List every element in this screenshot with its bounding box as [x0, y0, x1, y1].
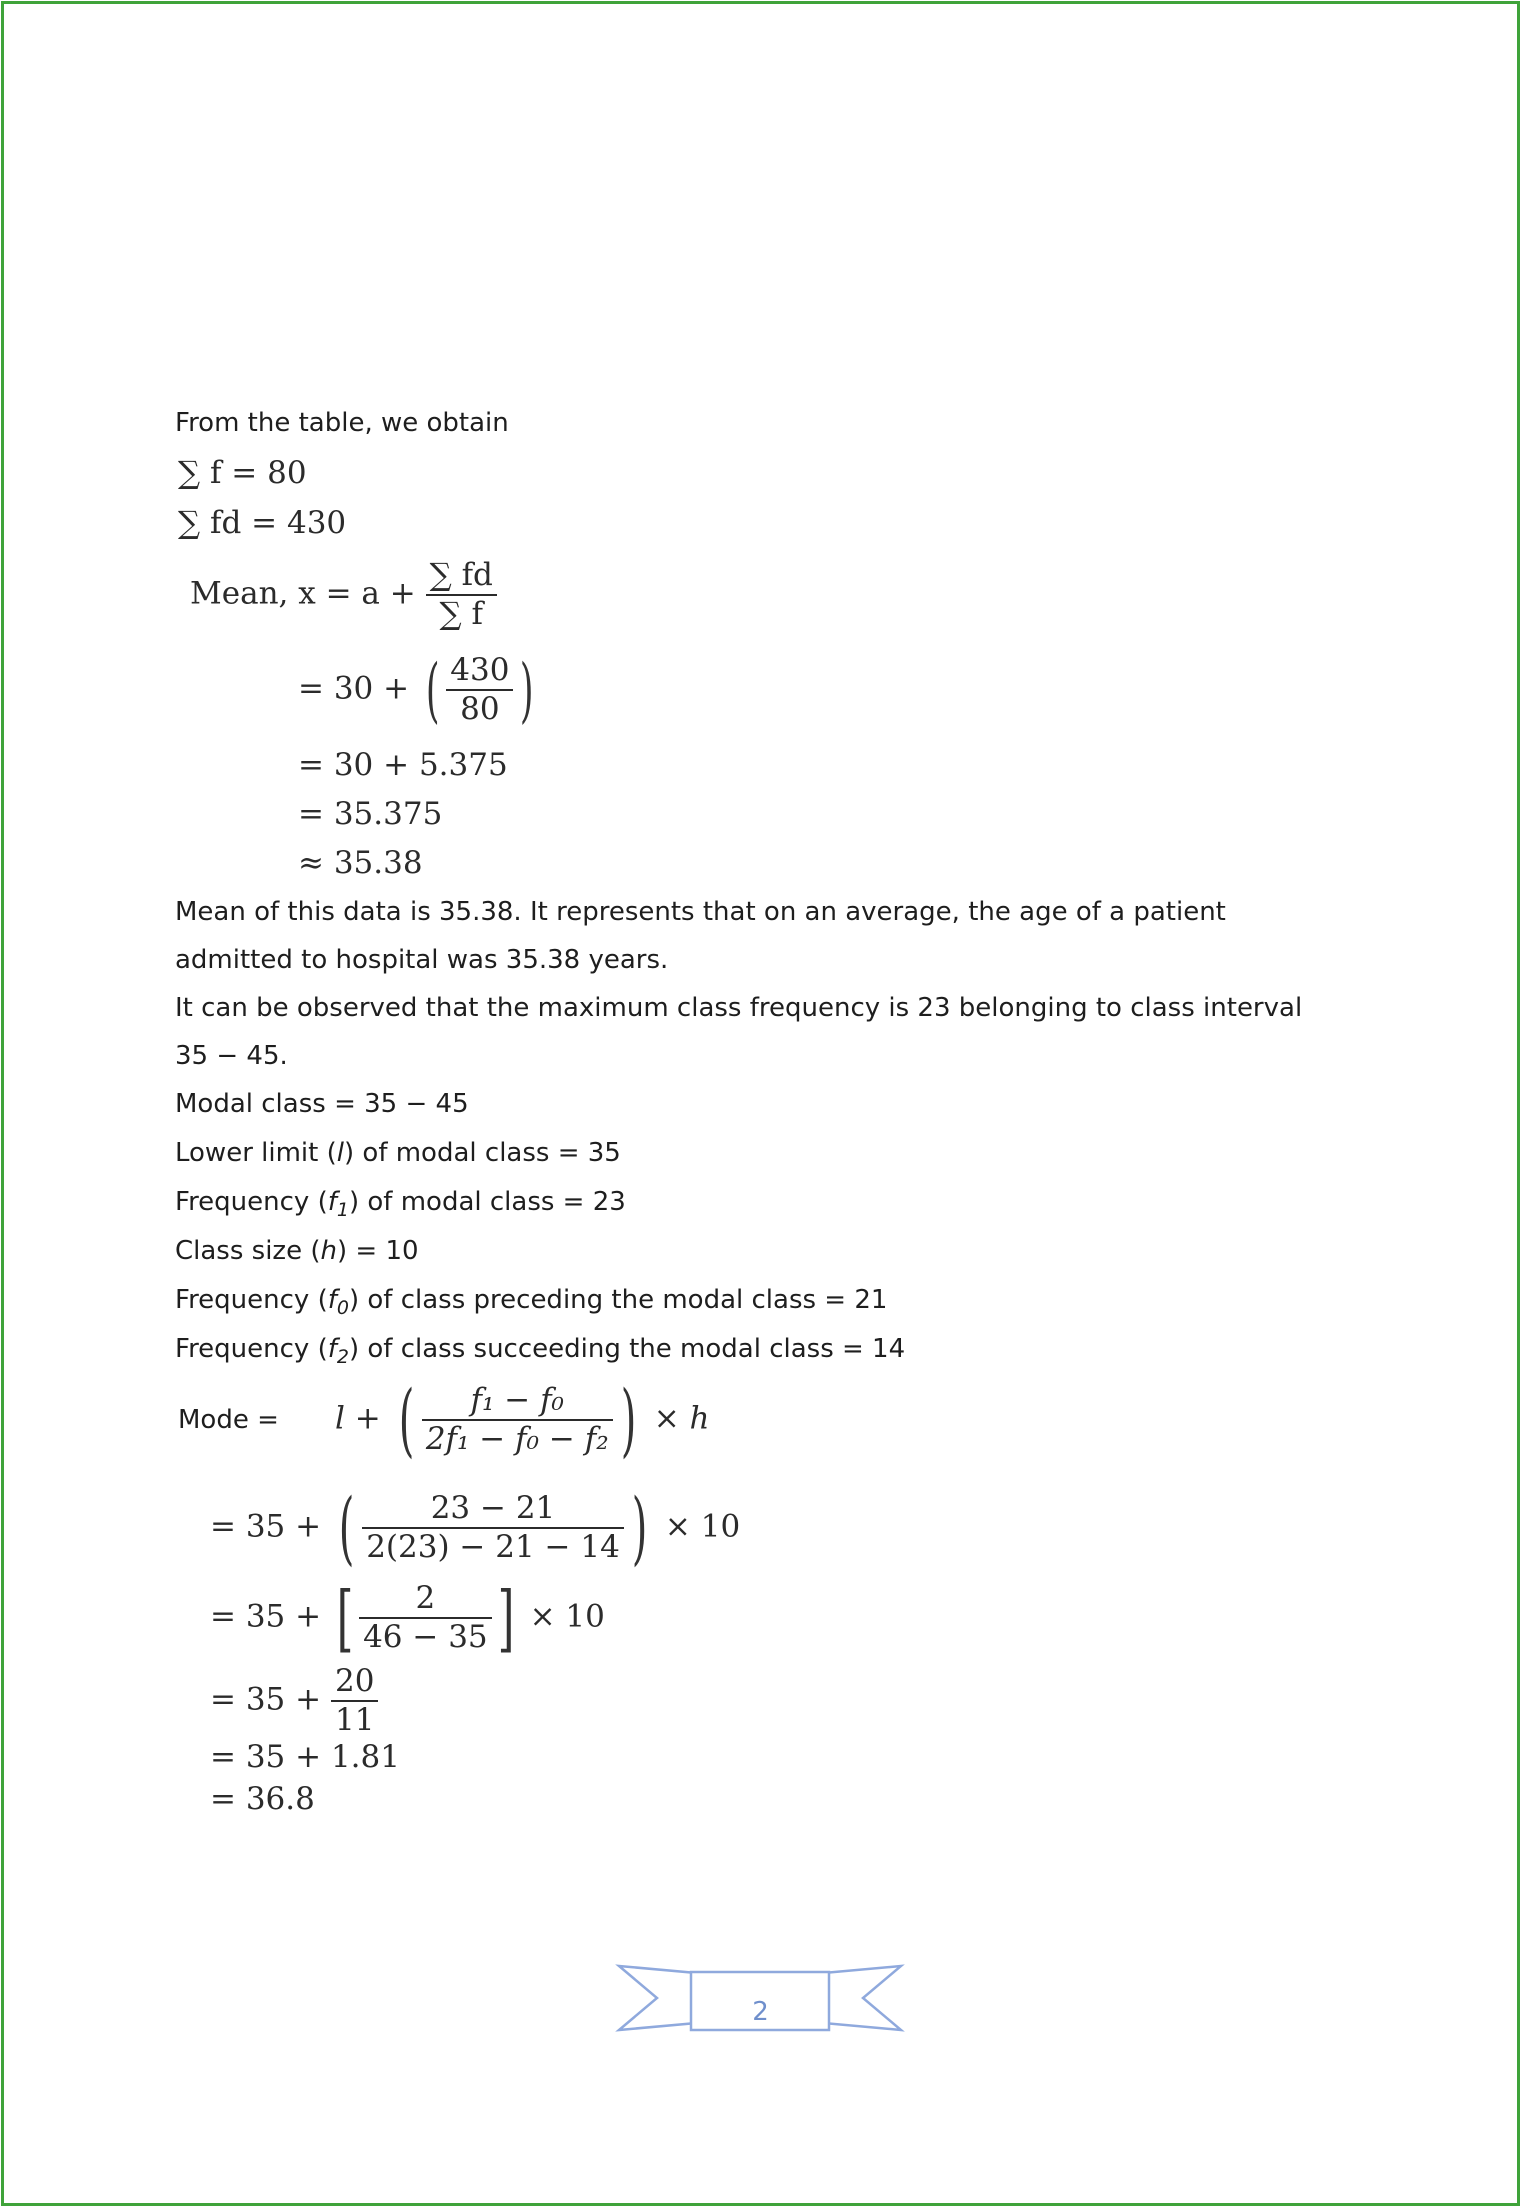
f0-prefix: Frequency (: [175, 1285, 328, 1315]
mode-step-2: [210, 1576, 605, 1660]
sum-f-equation: ∑ f = 80: [178, 455, 307, 491]
right-paren: ): [620, 1373, 637, 1466]
mode-formula-prefix: l +: [335, 1400, 381, 1437]
mode-numerator: f₁ − f₀: [422, 1385, 613, 1421]
f1-subscript: 1: [336, 1199, 349, 1221]
mode-step-4: = 35 + 1.81: [210, 1739, 400, 1775]
sum-fd-equation: ∑ fd = 430: [178, 505, 347, 541]
mode-step-1: [210, 1481, 741, 1574]
mode-step-1-fraction: [362, 1490, 624, 1565]
mode-step-3-denominator: 11: [334, 1702, 375, 1738]
mode-step-3-fraction: [331, 1663, 378, 1738]
class-size-variable: h: [320, 1236, 337, 1266]
lower-limit-prefix: Lower limit (: [175, 1138, 337, 1168]
mode-fraction: [422, 1382, 613, 1457]
mode-step-5: = 36.8: [210, 1781, 315, 1817]
right-paren: ): [631, 1481, 648, 1574]
left-paren: (: [338, 1481, 355, 1574]
mean-paragraph-line-1: Mean of this data is 35.38. It represents that on an average, the age of a patient: [175, 897, 1226, 927]
f1-prefix: Frequency (: [175, 1187, 328, 1217]
f2-symbol: f: [327, 1334, 337, 1364]
modal-class-line: Modal class = 35 − 45: [175, 1089, 469, 1119]
mode-step-3-prefix: = 35 +: [210, 1681, 322, 1718]
mode-step-3-numerator: 20: [331, 1666, 378, 1702]
mode-label: Mode =: [178, 1405, 279, 1435]
mean-numerator: ∑ fd: [426, 560, 497, 596]
mode-step-2-numerator: 2: [359, 1583, 492, 1619]
mean-step-1-fraction: [446, 652, 513, 727]
mode-step-1-prefix: = 35 +: [210, 1508, 322, 1545]
class-size-prefix: Class size (: [175, 1236, 321, 1266]
mean-step-1-numerator: 430: [446, 655, 513, 691]
f2-subscript: 2: [336, 1346, 349, 1368]
mean-denominator: ∑ f: [439, 596, 483, 632]
mode-step-2-denominator: 46 − 35: [363, 1619, 488, 1655]
mode-step-2-fraction: [359, 1580, 492, 1655]
left-bracket: [: [336, 1576, 354, 1660]
page-number: 2: [752, 1997, 769, 2027]
mean-step-2: = 30 + 5.375: [298, 747, 508, 783]
mode-step-3: [210, 1663, 378, 1738]
mode-formula: [335, 1373, 710, 1466]
mean-fraction: [426, 557, 497, 632]
mode-denominator: 2f₁ − f₀ − f₂: [425, 1421, 609, 1457]
f2-suffix: ) of class succeeding the modal class = 14: [348, 1334, 906, 1364]
f0-suffix: ) of class preceding the modal class = 21: [348, 1285, 888, 1315]
class-size-line: [175, 1238, 419, 1264]
lower-limit-variable: l: [336, 1138, 344, 1168]
lower-limit-suffix: ) of modal class = 35: [344, 1138, 621, 1168]
f1-line: [175, 1189, 626, 1220]
lower-limit-line: [175, 1140, 621, 1166]
mode-step-1-suffix: × 10: [664, 1508, 741, 1545]
class-size-suffix: ) = 10: [336, 1236, 419, 1266]
mean-formula: [190, 557, 497, 632]
f2-prefix: Frequency (: [175, 1334, 328, 1364]
right-bracket: ]: [497, 1576, 515, 1660]
f2-line: [175, 1336, 905, 1367]
left-paren: (: [398, 1373, 415, 1466]
intro-text: From the table, we obtain: [175, 408, 509, 438]
mean-step-3: = 35.375: [298, 796, 443, 832]
mean-step-1: [298, 649, 541, 731]
mean-lhs: x = a +: [298, 575, 416, 612]
right-paren: ): [520, 649, 534, 731]
f1-suffix: ) of modal class = 23: [348, 1187, 626, 1217]
observation-line-1: It can be observed that the maximum class frequency is 23 belonging to class interval: [175, 993, 1303, 1023]
mode-formula-suffix: × h: [653, 1400, 710, 1437]
mode-step-1-denominator: 2(23) − 21 − 14: [366, 1529, 620, 1565]
f1-symbol: f: [327, 1187, 337, 1217]
mode-step-1-numerator: 23 − 21: [362, 1493, 624, 1529]
mean-step-1-prefix: = 30 +: [298, 670, 410, 707]
mean-step-1-denominator: 80: [460, 691, 500, 727]
f0-line: [175, 1287, 887, 1318]
mode-step-2-suffix: × 10: [529, 1598, 605, 1635]
mode-step-2-prefix: = 35 +: [210, 1598, 322, 1635]
observation-line-2: 35 − 45.: [175, 1041, 288, 1071]
left-paren: (: [425, 649, 440, 731]
mean-label: Mean,: [190, 575, 289, 612]
mean-step-4: ≈ 35.38: [298, 845, 423, 881]
f0-symbol: f: [327, 1285, 337, 1315]
f0-subscript: 0: [336, 1297, 349, 1319]
mean-paragraph-line-2: admitted to hospital was 35.38 years.: [175, 945, 669, 975]
